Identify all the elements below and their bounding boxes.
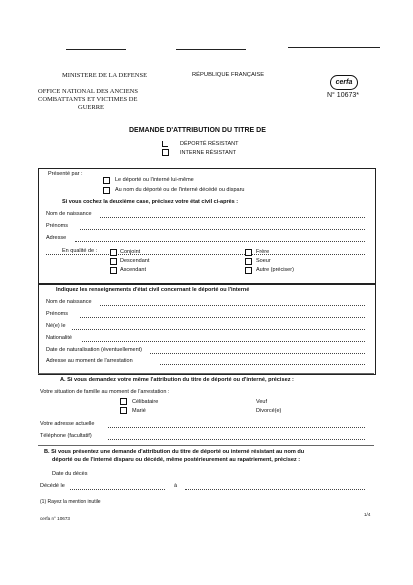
label-current-address: Votre adresse actuelle: [40, 421, 95, 427]
instruction-civil-status: Si vous cochez la deuxième case, précisez votre état civil ci-après :: [62, 199, 239, 205]
checkbox-sister[interactable]: [245, 258, 252, 265]
label-firstnames-2: Prénoms: [46, 311, 69, 317]
field-birth-name-1[interactable]: [100, 217, 365, 218]
top-rule-right: [288, 47, 380, 48]
option-sister: Soeur: [256, 258, 271, 264]
option-widowed: Veuf: [256, 399, 268, 405]
label-address-1: Adresse: [46, 235, 67, 241]
field-died-at[interactable]: [185, 489, 365, 490]
field-born[interactable]: [72, 329, 365, 330]
label-firstnames-1: Prénoms: [46, 223, 69, 229]
option-on-behalf: Au nom du déporté ou de l'interné décédé ou disparu: [115, 187, 245, 193]
option-interne: INTERNE RÉSISTANT: [180, 150, 237, 156]
label-date-of-death: Date du décès: [52, 471, 88, 477]
field-current-address[interactable]: [108, 427, 365, 428]
option-single: Célibataire: [132, 399, 159, 405]
option-other: Autre (préciser): [256, 267, 294, 273]
label-died-at: à: [174, 483, 178, 489]
checkbox-interne[interactable]: [162, 149, 169, 156]
field-birth-name-2[interactable]: [100, 305, 365, 306]
office-line-3: GUERRE: [78, 104, 104, 111]
label-naturalization: Date de naturalisation (éventuellement): [46, 347, 143, 353]
office-line-2: COMBATTANTS ET VICTIMES DE: [38, 96, 138, 103]
presented-by-label: Présenté par :: [48, 171, 83, 177]
separator-a: [38, 373, 374, 374]
option-self: Le déporté ou l'interné lui-même: [115, 177, 194, 183]
field-phone[interactable]: [108, 439, 365, 440]
checkbox-brother[interactable]: [245, 249, 252, 256]
field-nationality[interactable]: [82, 341, 365, 342]
checkbox-married[interactable]: [120, 407, 127, 414]
section-b-heading-1: B. Si vous présentez une demande d'attribution du titre de déporté ou interné résistant au nom du: [44, 449, 305, 455]
checkbox-deporte[interactable]: [162, 141, 168, 147]
section-a-heading: A. Si vous demandez votre même l'attribution du titre de déporté ou d'interné, précisez :: [60, 377, 294, 383]
ministry-name: MINISTERE DE LA DEFENSE: [62, 72, 148, 79]
field-address-1[interactable]: [75, 241, 365, 242]
field-firstnames-1[interactable]: [80, 229, 365, 230]
top-rule-mid: [176, 49, 246, 50]
separator-b: [38, 445, 374, 446]
form-title: DEMANDE D'ATTRIBUTION DU TITRE DE: [129, 127, 266, 134]
checkbox-other[interactable]: [245, 267, 252, 274]
label-family-status: Votre situation de famille au moment de l'arrestation :: [40, 389, 170, 395]
form-number: N° 10673*: [327, 92, 359, 99]
checkbox-spouse[interactable]: [110, 249, 117, 256]
top-rule-left: [66, 49, 126, 50]
label-birth-name-1: Nom de naissance: [46, 211, 92, 217]
label-birth-name-2: Nom de naissance: [46, 299, 92, 305]
option-descendant: Descendant: [120, 258, 150, 264]
label-born: Né(e) le: [46, 323, 66, 329]
label-phone: Téléphone (facultatif): [40, 433, 92, 439]
section-b-heading-2: déporté ou de l'interné disparu ou décédé, même postérieurement au rapatriement, précisez :: [52, 457, 301, 463]
option-brother: Frère: [256, 249, 270, 255]
option-deporte: DÉPORTÉ RÉSISTANT: [180, 141, 239, 147]
label-arrest-address: Adresse au moment de l'arrestation: [46, 358, 133, 364]
label-nationality: Nationalité: [46, 335, 72, 341]
checkbox-single[interactable]: [120, 398, 127, 405]
office-line-1: OFFICE NATIONAL DES ANCIENS: [38, 88, 138, 95]
field-arrest-address[interactable]: [160, 364, 365, 365]
option-married: Marié: [132, 408, 146, 414]
option-ascendant: Ascendant: [120, 267, 146, 273]
cerfa-logo: cerfa: [330, 75, 358, 90]
instruction-deportee: Indiquez les renseignements d'état civil concernant le déporté ou l'interné: [56, 287, 250, 293]
form-code: cerfa n° 10673: [40, 516, 70, 521]
option-spouse: Conjoint: [120, 249, 141, 255]
checkbox-ascendant[interactable]: [110, 267, 117, 274]
page-number: 1/4: [364, 512, 371, 517]
footnote: (1) Rayez la mention inutile: [40, 499, 101, 505]
label-died-on: Décédé le: [40, 483, 65, 489]
field-firstnames-2[interactable]: [80, 317, 365, 318]
checkbox-descendant[interactable]: [110, 258, 117, 265]
section-presenter: [38, 168, 376, 285]
checkbox-self[interactable]: [103, 177, 110, 184]
republic-name: RÉPUBLIQUE FRANÇAISE: [192, 72, 265, 78]
checkbox-on-behalf[interactable]: [103, 187, 110, 194]
field-died-on[interactable]: [70, 489, 165, 490]
field-naturalization[interactable]: [150, 353, 365, 354]
label-quality: En qualité de :: [62, 248, 98, 254]
option-divorced: Divorcé(e): [256, 408, 282, 414]
